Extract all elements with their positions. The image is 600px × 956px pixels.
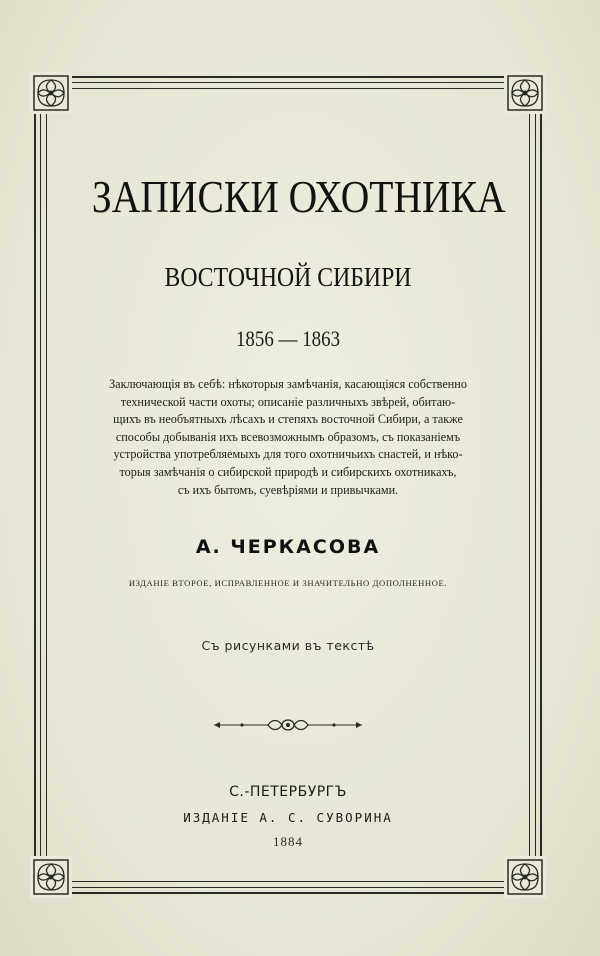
description-line: торыя замѣчанія о сибирской природѣ и сибирскихъ охотникахъ, bbox=[119, 464, 457, 479]
publisher-name: ИЗДАНІЕ А. С. СУВОРИНА bbox=[183, 810, 393, 825]
author-name: А. ЧЕРКАСОВА bbox=[195, 536, 381, 558]
years-range: 1856 — 1863 bbox=[235, 326, 341, 351]
book-description bbox=[60, 376, 516, 499]
ornamental-corner-icon bbox=[30, 72, 72, 114]
ornamental-divider-icon bbox=[212, 716, 364, 734]
description-line: технической части охоты; описаніе различныхъ звѣрей, обитаю- bbox=[120, 394, 456, 409]
description-line: устройства употребляемыхъ для того охотничьихъ снастей, и нѣко- bbox=[113, 447, 463, 462]
publication-year: 1884 bbox=[273, 834, 303, 849]
illustrations-note: Съ рисунками въ текстѣ bbox=[201, 638, 375, 653]
ornamental-corner-icon bbox=[504, 856, 546, 898]
book-subtitle: ВОСТОЧНОЙ СИБИРИ bbox=[164, 262, 412, 292]
description-line: Заключающія въ себѣ: нѣкоторыя замѣчанія, касающіяся собственно bbox=[109, 377, 467, 391]
ornamental-corner-icon bbox=[30, 856, 72, 898]
edition-note: ИЗДАНІЕ ВТОРОЕ, ИСПРАВЛЕННОЕ И ЗНАЧИТЕЛЬНО ДОПОЛНЕННОЕ. bbox=[128, 578, 448, 588]
publication-city: С.-ПЕТЕРБУРГЪ bbox=[229, 784, 347, 800]
book-title: ЗАПИСКИ ОХОТНИКА bbox=[91, 171, 506, 222]
ornamental-corner-icon bbox=[504, 72, 546, 114]
description-line: съ ихъ бытомъ, суевѣріями и привычками. bbox=[177, 482, 399, 497]
description-line: щихъ въ необъятныхъ лѣсахъ и степяхъ восточной Сибири, а также bbox=[113, 412, 463, 427]
description-line: способы добыванія ихъ всевозможнымъ образомъ, съ показаніемъ bbox=[115, 429, 461, 444]
